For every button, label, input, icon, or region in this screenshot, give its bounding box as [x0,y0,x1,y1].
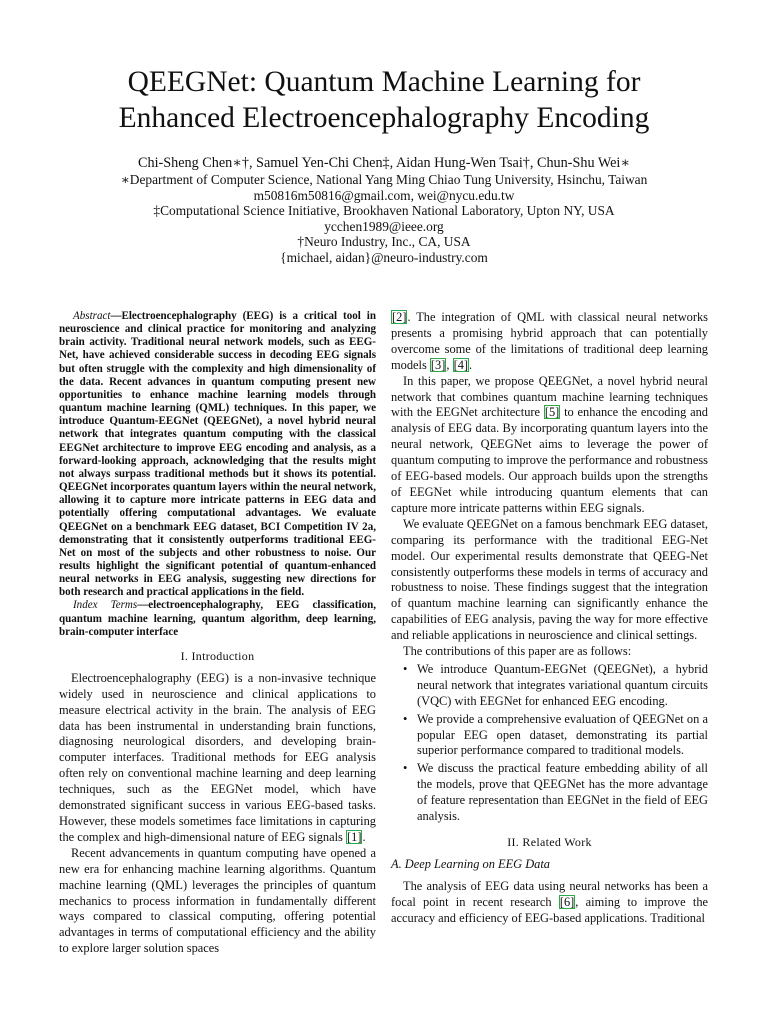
intro-paragraph-3b: to enhance the encoding and analysis of EEG data. By incorporating quantum layers into the neural network, QEEGNet aims to leverage the power of quantum computing to improve the performance and robustness of EEG-based models. Our approach builds upon the strengths of EEGNet while introducing quantum elements that can capture more intricate patterns within EEG signals. [391,405,708,515]
citation-link-3[interactable]: [3] [430,357,446,372]
citation-link-2[interactable]: [2] [392,310,407,324]
author-names: Chi-Sheng Chen∗†, Samuel Yen-Chi Chen‡, Aidan Hung-Wen Tsai†, Chun-Shu Wei∗ [138,155,630,171]
right-column [391,310,708,927]
email-2: ycchen1989@ieee.org [324,218,444,234]
intro-paragraph-3 [391,374,708,517]
related-paragraph-1 [391,879,708,927]
contribution-item [403,661,708,710]
index-terms-text: electroencephalography, EEG classification, quantum machine learning, quantum algorithm, deep learning, brain-computer interface [59,599,376,638]
affiliation-3: †Neuro Industry, Inc., CA, USA [297,234,471,249]
bullet-icon: • [403,661,408,676]
related-paragraph-1b: , aiming to improve the accuracy and efficiency of EEG-based applications. Traditional [391,894,709,925]
contributions-list [391,662,708,825]
paper-title [40,64,728,136]
contribution-text: We introduce Quantum-EEGNet (QEEGNet), a hybrid neural network that integrates variational quantum circuits (VQC) with EEGNet for enhanced EEG encoding. [417,661,708,708]
bullet-icon: • [403,761,408,776]
intro-paragraph-3a: In this paper, we propose QEEGNet, a novel hybrid neural network that combines quantum machine learning techniques with the EEGNet architecture [391,373,708,420]
abstract-label: Abstract [73,310,111,322]
citation-link-5[interactable]: [5] [544,405,560,420]
email-1: m50816m50816@gmail.com, wei@nycu.edu.tw [253,187,515,203]
intro-paragraph-5: The contributions of this paper are as follows: [403,644,632,659]
intro-paragraph-1: Electroencephalography (EEG) is a non-invasive technique widely used in neuroscience and clinical applications to measure electrical activity in the brain. The analysis of EEG data has been instrumental in understanding brain functions, diagnosing neurological disorders, and developing brain-computer interfaces. Traditional methods for EEG analysis often rely on conventional machine learning and deep learning techniques, such as the EEGNet model, which have demonstrated significant success in various EEG-based tasks. However, these models sometimes face limitations in capturing the complex and high-dimensional nature of EEG signals [1]. [59,670,376,844]
intro-paragraph-2-text: Recent advancements in quantum computing have opened a new era for enhancing machine learning algorithms. Quantum machine learning (QML) leverages the principles of quantum mechanics to process information in fundamentally different ways compared to classical computing, offering potential advantages in terms of computational efficiency and the ability to explore larger solution spaces [59,845,376,956]
index-terms-dash: — [137,599,149,612]
intro-paragraph-2b: . The integration of QML with classical neural networks presents a promising hybrid approach that can potentially overcome some of the limitations of traditional deep learning models [391,310,708,372]
contribution-text: We discuss the practical feature embedding ability of all the models, prove that QEEGNet has the more advantage of feature representation than EEGNet in the field of EEG analysis. [417,761,708,824]
bullet-icon: • [403,711,408,726]
affiliation-1: ∗Department of Computer Science, National Yang Ming Chiao Tung University, Hsinchu, Taiwan [120,172,648,187]
citation-link-6[interactable]: [6] [559,894,575,909]
intro-paragraph-2-cont: [2]. The integration of QML with classical neural networks presents a promising hybrid approach that can potentially overcome some of the limitations of traditional deep learning models [3], [4]. [391,310,708,372]
subsection-heading-deep-learning: A. Deep Learning on EEG Data [391,856,550,871]
index-terms-label: Index Terms [73,599,138,612]
intro-paragraph-2 [59,846,376,957]
paper-title-line-1: QEEGNet: Quantum Machine Learning for [127,66,641,98]
affiliation-2: ‡Computational Science Initiative, Brookhaven National Laboratory, Upton NY, USA [153,203,615,218]
section-heading-related-work: II. Related Work [507,835,592,849]
related-paragraph-1a: The analysis of EEG data using neural networks has been a focal point in recent research [391,878,708,909]
intro-paragraph-1-text: Electroencephalography (EEG) is a non-invasive technique widely used in neuroscience and clinical applications to measure electrical activity in the brain. The analysis of EEG data has been instrumental in understanding brain functions, diagnosing neurological disorders, and developing brain-computer interfaces. Traditional methods for EEG analysis often rely on conventional machine learning and deep learning techniques, such as the EEGNet model, which have demonstrated significant success in various EEG-based tasks. However, these models sometimes face limitations in capturing the complex and high-dimensional nature of EEG signals [59,670,376,844]
contribution-item [403,761,708,825]
contribution-item [403,711,708,760]
abstract-text: Electroencephalography (EEG) is a critical tool in neuroscience and clinical practice for monitoring and analyzing brain activity. Traditional neural network models, such as EEG-Net, have achieved considerable success in decoding EEG signals but often struggle with the complexity and high dimensionality of the data. Recent advances in quantum computing present new opportunities to enhance machine learning models through quantum machine learning (QML) techniques. In this paper, we introduce Quantum-EEGNet (QEEGNet), a novel hybrid neural network that integrates quantum computing with the classical EEGNet architecture to improve EEG encoding and analysis, as a forward-looking approach, acknowledging that the results might not always surpass traditional methods but it shows its potential. QEEGNet incorporates quantum layers within the neural network, allowing it to capture more intricate patterns in EEG data and potentially offering computational advantages. We evaluate QEEGNet on a benchmark EEG dataset, BCI Competition IV 2a, demonstrating that it consistently outperforms traditional EEG-Net on most of the subjects and other robustness to noise. Our results highlight the significant potential of quantum-enhanced neural networks in EEG analysis, suggesting new directions for both research and practical applications in the field. [59,310,376,599]
email-3: {michael, aidan}@neuro-industry.com [280,249,488,265]
author-block [40,154,728,265]
left-column [59,310,376,957]
section-heading-introduction: I. Introduction [180,648,255,663]
citation-link-4[interactable]: [4] [453,357,469,372]
abstract [59,310,376,599]
contribution-text: We provide a comprehensive evaluation of QEEGNet on a popular EEG open dataset, demonstrating its partial superior performance compared to traditional models. [417,711,708,758]
intro-paragraph-4: We evaluate QEEGNet on a famous benchmark EEG dataset, comparing its performance with the traditional EEG-Net model. Our experimental results demonstrate that QEEG-Net consistently outperforms these models in terms of accuracy and robustness to noise. These findings suggest that the integration of quantum machine learning can significantly enhance the capabilities of EEG analysis, paving the way for more effective and reliable applications in neuroscience and clinical settings. [391,516,708,643]
index-terms [59,599,376,638]
citation-link-1[interactable]: [1] [347,829,362,844]
paper-title-line-2: Enhanced Electroencephalography Encoding [118,102,650,134]
abstract-dash: — [110,310,122,322]
